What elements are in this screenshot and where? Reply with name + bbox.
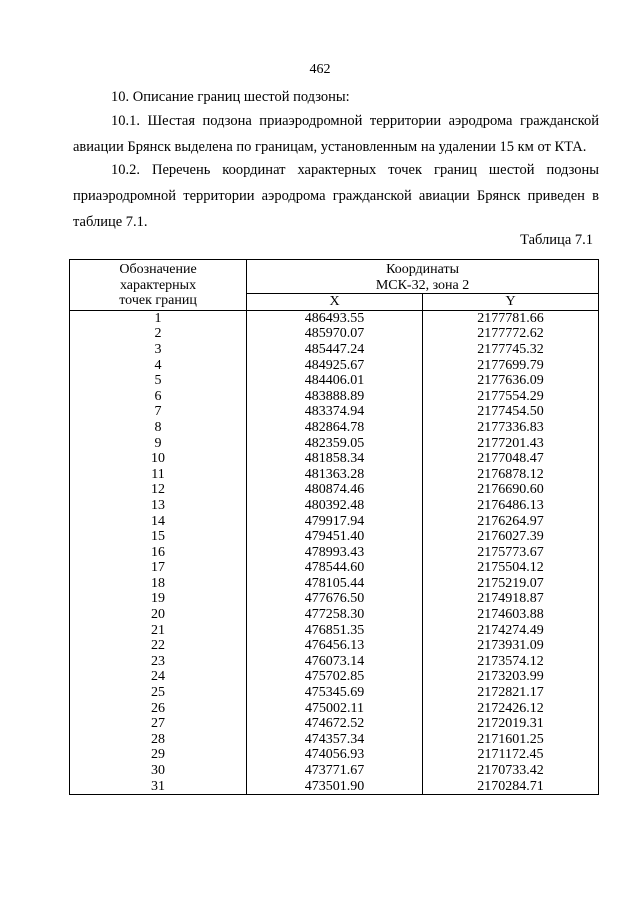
table-row bbox=[70, 763, 599, 779]
x-coordinate-cell: 477676.50 bbox=[247, 591, 423, 607]
point-number-cell: 18 bbox=[70, 576, 247, 592]
point-number-cell: 2 bbox=[70, 326, 247, 342]
x-coordinate-cell: 477258.30 bbox=[247, 607, 423, 623]
x-coordinate-cell: 481858.34 bbox=[247, 451, 423, 467]
y-coordinate-cell: 2177454.50 bbox=[423, 404, 599, 420]
table-row bbox=[70, 560, 599, 576]
table-row bbox=[70, 607, 599, 623]
point-number-cell: 4 bbox=[70, 358, 247, 374]
x-coordinate-cell: 484406.01 bbox=[247, 373, 423, 389]
header-coordinates bbox=[247, 260, 599, 294]
point-number-cell: 6 bbox=[70, 389, 247, 405]
table-row bbox=[70, 654, 599, 670]
paragraph-10-2: 10.2. Перечень координат характерных точек границ шестой подзоны приаэродромной территории аэродрома гражданской авиации Брянск приведен в таблице 7.1. bbox=[73, 162, 599, 230]
table-row bbox=[70, 623, 599, 639]
y-coordinate-cell: 2171172.45 bbox=[423, 747, 599, 763]
y-coordinate-cell: 2177781.66 bbox=[423, 310, 599, 326]
y-coordinate-cell: 2175504.12 bbox=[423, 560, 599, 576]
table-caption: Таблица 7.1 bbox=[520, 232, 593, 248]
x-coordinate-cell: 473501.90 bbox=[247, 779, 423, 795]
x-coordinate-cell: 479451.40 bbox=[247, 529, 423, 545]
x-coordinate-cell: 474357.34 bbox=[247, 732, 423, 748]
table-body bbox=[70, 310, 599, 794]
x-coordinate-cell: 475002.11 bbox=[247, 701, 423, 717]
page-number: 462 bbox=[309, 62, 331, 77]
x-coordinate-cell: 474672.52 bbox=[247, 716, 423, 732]
point-number-cell: 14 bbox=[70, 514, 247, 530]
y-coordinate-cell: 2176264.97 bbox=[423, 514, 599, 530]
y-coordinate-cell: 2170733.42 bbox=[423, 763, 599, 779]
y-coordinate-cell: 2177745.32 bbox=[423, 342, 599, 358]
x-coordinate-cell: 483374.94 bbox=[247, 404, 423, 420]
point-number-cell: 31 bbox=[70, 779, 247, 795]
y-coordinate-cell: 2175219.07 bbox=[423, 576, 599, 592]
table-row bbox=[70, 514, 599, 530]
point-number-cell: 9 bbox=[70, 436, 247, 452]
header-x: X bbox=[247, 294, 423, 311]
y-coordinate-cell: 2177336.83 bbox=[423, 420, 599, 436]
header-designation-line: точек границ bbox=[119, 293, 197, 309]
header-designation-line: характерных bbox=[119, 277, 197, 293]
y-coordinate-cell: 2172019.31 bbox=[423, 716, 599, 732]
point-number-cell: 23 bbox=[70, 654, 247, 670]
y-coordinate-cell: 2177772.62 bbox=[423, 326, 599, 342]
x-coordinate-cell: 480874.46 bbox=[247, 482, 423, 498]
y-coordinate-cell: 2176027.39 bbox=[423, 529, 599, 545]
x-coordinate-cell: 486493.55 bbox=[247, 310, 423, 326]
table-row bbox=[70, 389, 599, 405]
point-number-cell: 8 bbox=[70, 420, 247, 436]
x-coordinate-cell: 482359.05 bbox=[247, 436, 423, 452]
table-row bbox=[70, 591, 599, 607]
point-number-cell: 3 bbox=[70, 342, 247, 358]
point-number-cell: 15 bbox=[70, 529, 247, 545]
y-coordinate-cell: 2177636.09 bbox=[423, 373, 599, 389]
table-row bbox=[70, 498, 599, 514]
point-number-cell: 11 bbox=[70, 467, 247, 483]
y-coordinate-cell: 2176690.60 bbox=[423, 482, 599, 498]
x-coordinate-cell: 479917.94 bbox=[247, 514, 423, 530]
x-coordinate-cell: 485970.07 bbox=[247, 326, 423, 342]
table-row bbox=[70, 576, 599, 592]
point-number-cell: 16 bbox=[70, 545, 247, 561]
table-row bbox=[70, 436, 599, 452]
x-coordinate-cell: 485447.24 bbox=[247, 342, 423, 358]
x-coordinate-cell: 475345.69 bbox=[247, 685, 423, 701]
table-row bbox=[70, 669, 599, 685]
y-coordinate-cell: 2177699.79 bbox=[423, 358, 599, 374]
point-number-cell: 22 bbox=[70, 638, 247, 654]
point-number-cell: 12 bbox=[70, 482, 247, 498]
point-number-cell: 17 bbox=[70, 560, 247, 576]
coordinates-table bbox=[69, 259, 599, 795]
header-designation bbox=[70, 260, 247, 311]
point-number-cell: 10 bbox=[70, 451, 247, 467]
point-number-cell: 5 bbox=[70, 373, 247, 389]
y-coordinate-cell: 2173574.12 bbox=[423, 654, 599, 670]
point-number-cell: 13 bbox=[70, 498, 247, 514]
x-coordinate-cell: 482864.78 bbox=[247, 420, 423, 436]
x-coordinate-cell: 481363.28 bbox=[247, 467, 423, 483]
y-coordinate-cell: 2171601.25 bbox=[423, 732, 599, 748]
header-coordinates-line: Координаты bbox=[386, 262, 460, 277]
x-coordinate-cell: 483888.89 bbox=[247, 389, 423, 405]
point-number-cell: 30 bbox=[70, 763, 247, 779]
header-designation-line: Обозначение bbox=[119, 262, 197, 277]
x-coordinate-cell: 475702.85 bbox=[247, 669, 423, 685]
point-number-cell: 1 bbox=[70, 310, 247, 326]
point-number-cell: 27 bbox=[70, 716, 247, 732]
x-coordinate-cell: 478544.60 bbox=[247, 560, 423, 576]
point-number-cell: 20 bbox=[70, 607, 247, 623]
table-row bbox=[70, 716, 599, 732]
point-number-cell: 29 bbox=[70, 747, 247, 763]
y-coordinate-cell: 2174274.49 bbox=[423, 623, 599, 639]
x-coordinate-cell: 476456.13 bbox=[247, 638, 423, 654]
point-number-cell: 28 bbox=[70, 732, 247, 748]
table-row bbox=[70, 467, 599, 483]
y-coordinate-cell: 2174603.88 bbox=[423, 607, 599, 623]
y-coordinate-cell: 2177554.29 bbox=[423, 389, 599, 405]
table-row bbox=[70, 310, 599, 326]
section-heading: 10. Описание границ шестой подзоны: bbox=[111, 89, 350, 105]
table-row bbox=[70, 342, 599, 358]
table-row bbox=[70, 685, 599, 701]
x-coordinate-cell: 478105.44 bbox=[247, 576, 423, 592]
y-coordinate-cell: 2172426.12 bbox=[423, 701, 599, 717]
y-coordinate-cell: 2175773.67 bbox=[423, 545, 599, 561]
table-row bbox=[70, 529, 599, 545]
paragraph-10-1: 10.1. Шестая подзона приаэродромной территории аэродрома гражданской авиации Брянск выделена по границам, установленным на удалении 15 км от КТА. bbox=[73, 113, 599, 155]
table-row bbox=[70, 404, 599, 420]
x-coordinate-cell: 478993.43 bbox=[247, 545, 423, 561]
y-coordinate-cell: 2173203.99 bbox=[423, 669, 599, 685]
point-number-cell: 25 bbox=[70, 685, 247, 701]
table-row bbox=[70, 420, 599, 436]
table-row bbox=[70, 326, 599, 342]
table-row bbox=[70, 373, 599, 389]
x-coordinate-cell: 476073.14 bbox=[247, 654, 423, 670]
point-number-cell: 21 bbox=[70, 623, 247, 639]
table-row bbox=[70, 545, 599, 561]
table-row bbox=[70, 482, 599, 498]
y-coordinate-cell: 2170284.71 bbox=[423, 779, 599, 795]
point-number-cell: 26 bbox=[70, 701, 247, 717]
point-number-cell: 24 bbox=[70, 669, 247, 685]
header-coordinates-line: МСК-32, зона 2 bbox=[375, 277, 470, 293]
y-coordinate-cell: 2177048.47 bbox=[423, 451, 599, 467]
point-number-cell: 19 bbox=[70, 591, 247, 607]
y-coordinate-cell: 2176878.12 bbox=[423, 467, 599, 483]
table-row bbox=[70, 451, 599, 467]
x-coordinate-cell: 474056.93 bbox=[247, 747, 423, 763]
table-row bbox=[70, 358, 599, 374]
x-coordinate-cell: 484925.67 bbox=[247, 358, 423, 374]
y-coordinate-cell: 2172821.17 bbox=[423, 685, 599, 701]
table-row bbox=[70, 701, 599, 717]
table-row bbox=[70, 747, 599, 763]
header-y: Y bbox=[423, 294, 599, 311]
y-coordinate-cell: 2176486.13 bbox=[423, 498, 599, 514]
x-coordinate-cell: 476851.35 bbox=[247, 623, 423, 639]
y-coordinate-cell: 2177201.43 bbox=[423, 436, 599, 452]
y-coordinate-cell: 2173931.09 bbox=[423, 638, 599, 654]
y-coordinate-cell: 2174918.87 bbox=[423, 591, 599, 607]
x-coordinate-cell: 480392.48 bbox=[247, 498, 423, 514]
table-row bbox=[70, 779, 599, 795]
table-row bbox=[70, 732, 599, 748]
table-row bbox=[70, 638, 599, 654]
x-coordinate-cell: 473771.67 bbox=[247, 763, 423, 779]
point-number-cell: 7 bbox=[70, 404, 247, 420]
